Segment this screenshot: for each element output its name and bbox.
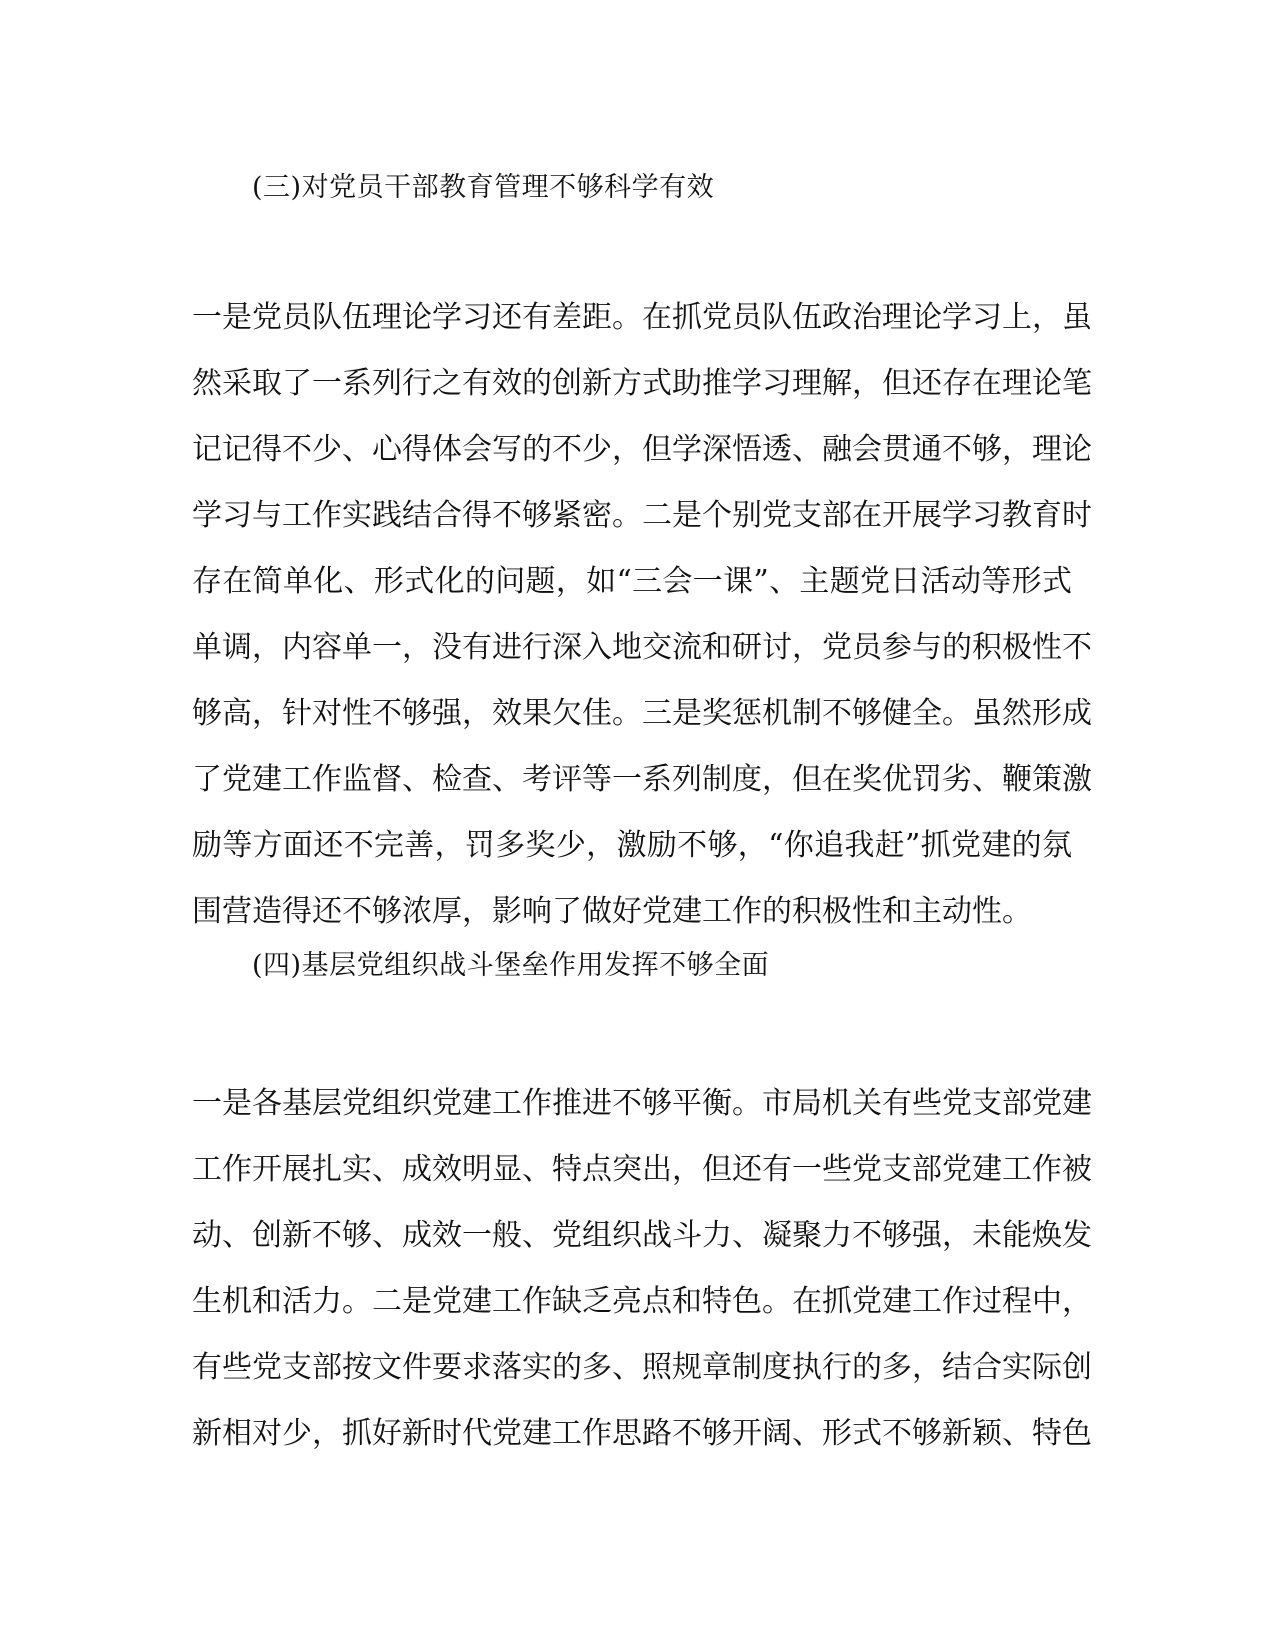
paragraph-line: 然采取了一系列行之有效的创新方式助推学习理解，但还存在理论笔 xyxy=(192,366,1092,401)
paragraph-line: 了党建工作监督、检查、考评等一系列制度，但在奖优罚劣、鞭策激 xyxy=(192,762,1092,797)
section-heading: (四)基层党组织战斗堡垒作用发挥不够全面 xyxy=(252,950,770,981)
section-paragraph xyxy=(192,1082,1092,1478)
paragraph-line: 新相对少，抓好新时代党建工作思路不够开阔、形式不够新颖、特色 xyxy=(192,1416,1092,1451)
section-heading: (三)对党员干部教育管理不够科学有效 xyxy=(252,172,715,203)
paragraph-line: 生机和活力。二是党建工作缺乏亮点和特色。在抓党建工作过程中， xyxy=(192,1284,1092,1319)
paragraph-line: 一是党员队伍理论学习还有差距。在抓党员队伍政治理论学习上，虽 xyxy=(192,300,1092,335)
paragraph-line: 励等方面还不完善，罚多奖少，激励不够，“你追我赶”抓党建的氛 xyxy=(192,828,1072,863)
paragraph-line: 一是各基层党组织党建工作推进不够平衡。市局机关有些党支部党建 xyxy=(192,1086,1092,1121)
paragraph-line: 存在简单化、形式化的问题，如“三会一课”、主题党日活动等形式 xyxy=(192,564,1072,599)
paragraph-line: 学习与工作实践结合得不够紧密。二是个别党支部在开展学习教育时 xyxy=(192,498,1092,533)
paragraph-line: 有些党支部按文件要求落实的多、照规章制度执行的多，结合实际创 xyxy=(192,1350,1092,1385)
paragraph-line: 够高，针对性不够强，效果欠佳。三是奖惩机制不够健全。虽然形成 xyxy=(192,696,1092,731)
section-paragraph xyxy=(192,296,1092,956)
paragraph-line: 动、创新不够、成效一般、党组织战斗力、凝聚力不够强，未能焕发 xyxy=(192,1218,1092,1253)
paragraph-line: 工作开展扎实、成效明显、特点突出，但还有一些党支部党建工作被 xyxy=(192,1152,1092,1187)
paragraph-line: 记记得不少、心得体会写的不少，但学深悟透、融会贯通不够，理论 xyxy=(192,432,1092,467)
paragraph-line: 围营造得还不够浓厚，影响了做好党建工作的积极性和主动性。 xyxy=(192,894,1032,929)
paragraph-line: 单调，内容单一，没有进行深入地交流和研讨，党员参与的积极性不 xyxy=(192,630,1092,665)
